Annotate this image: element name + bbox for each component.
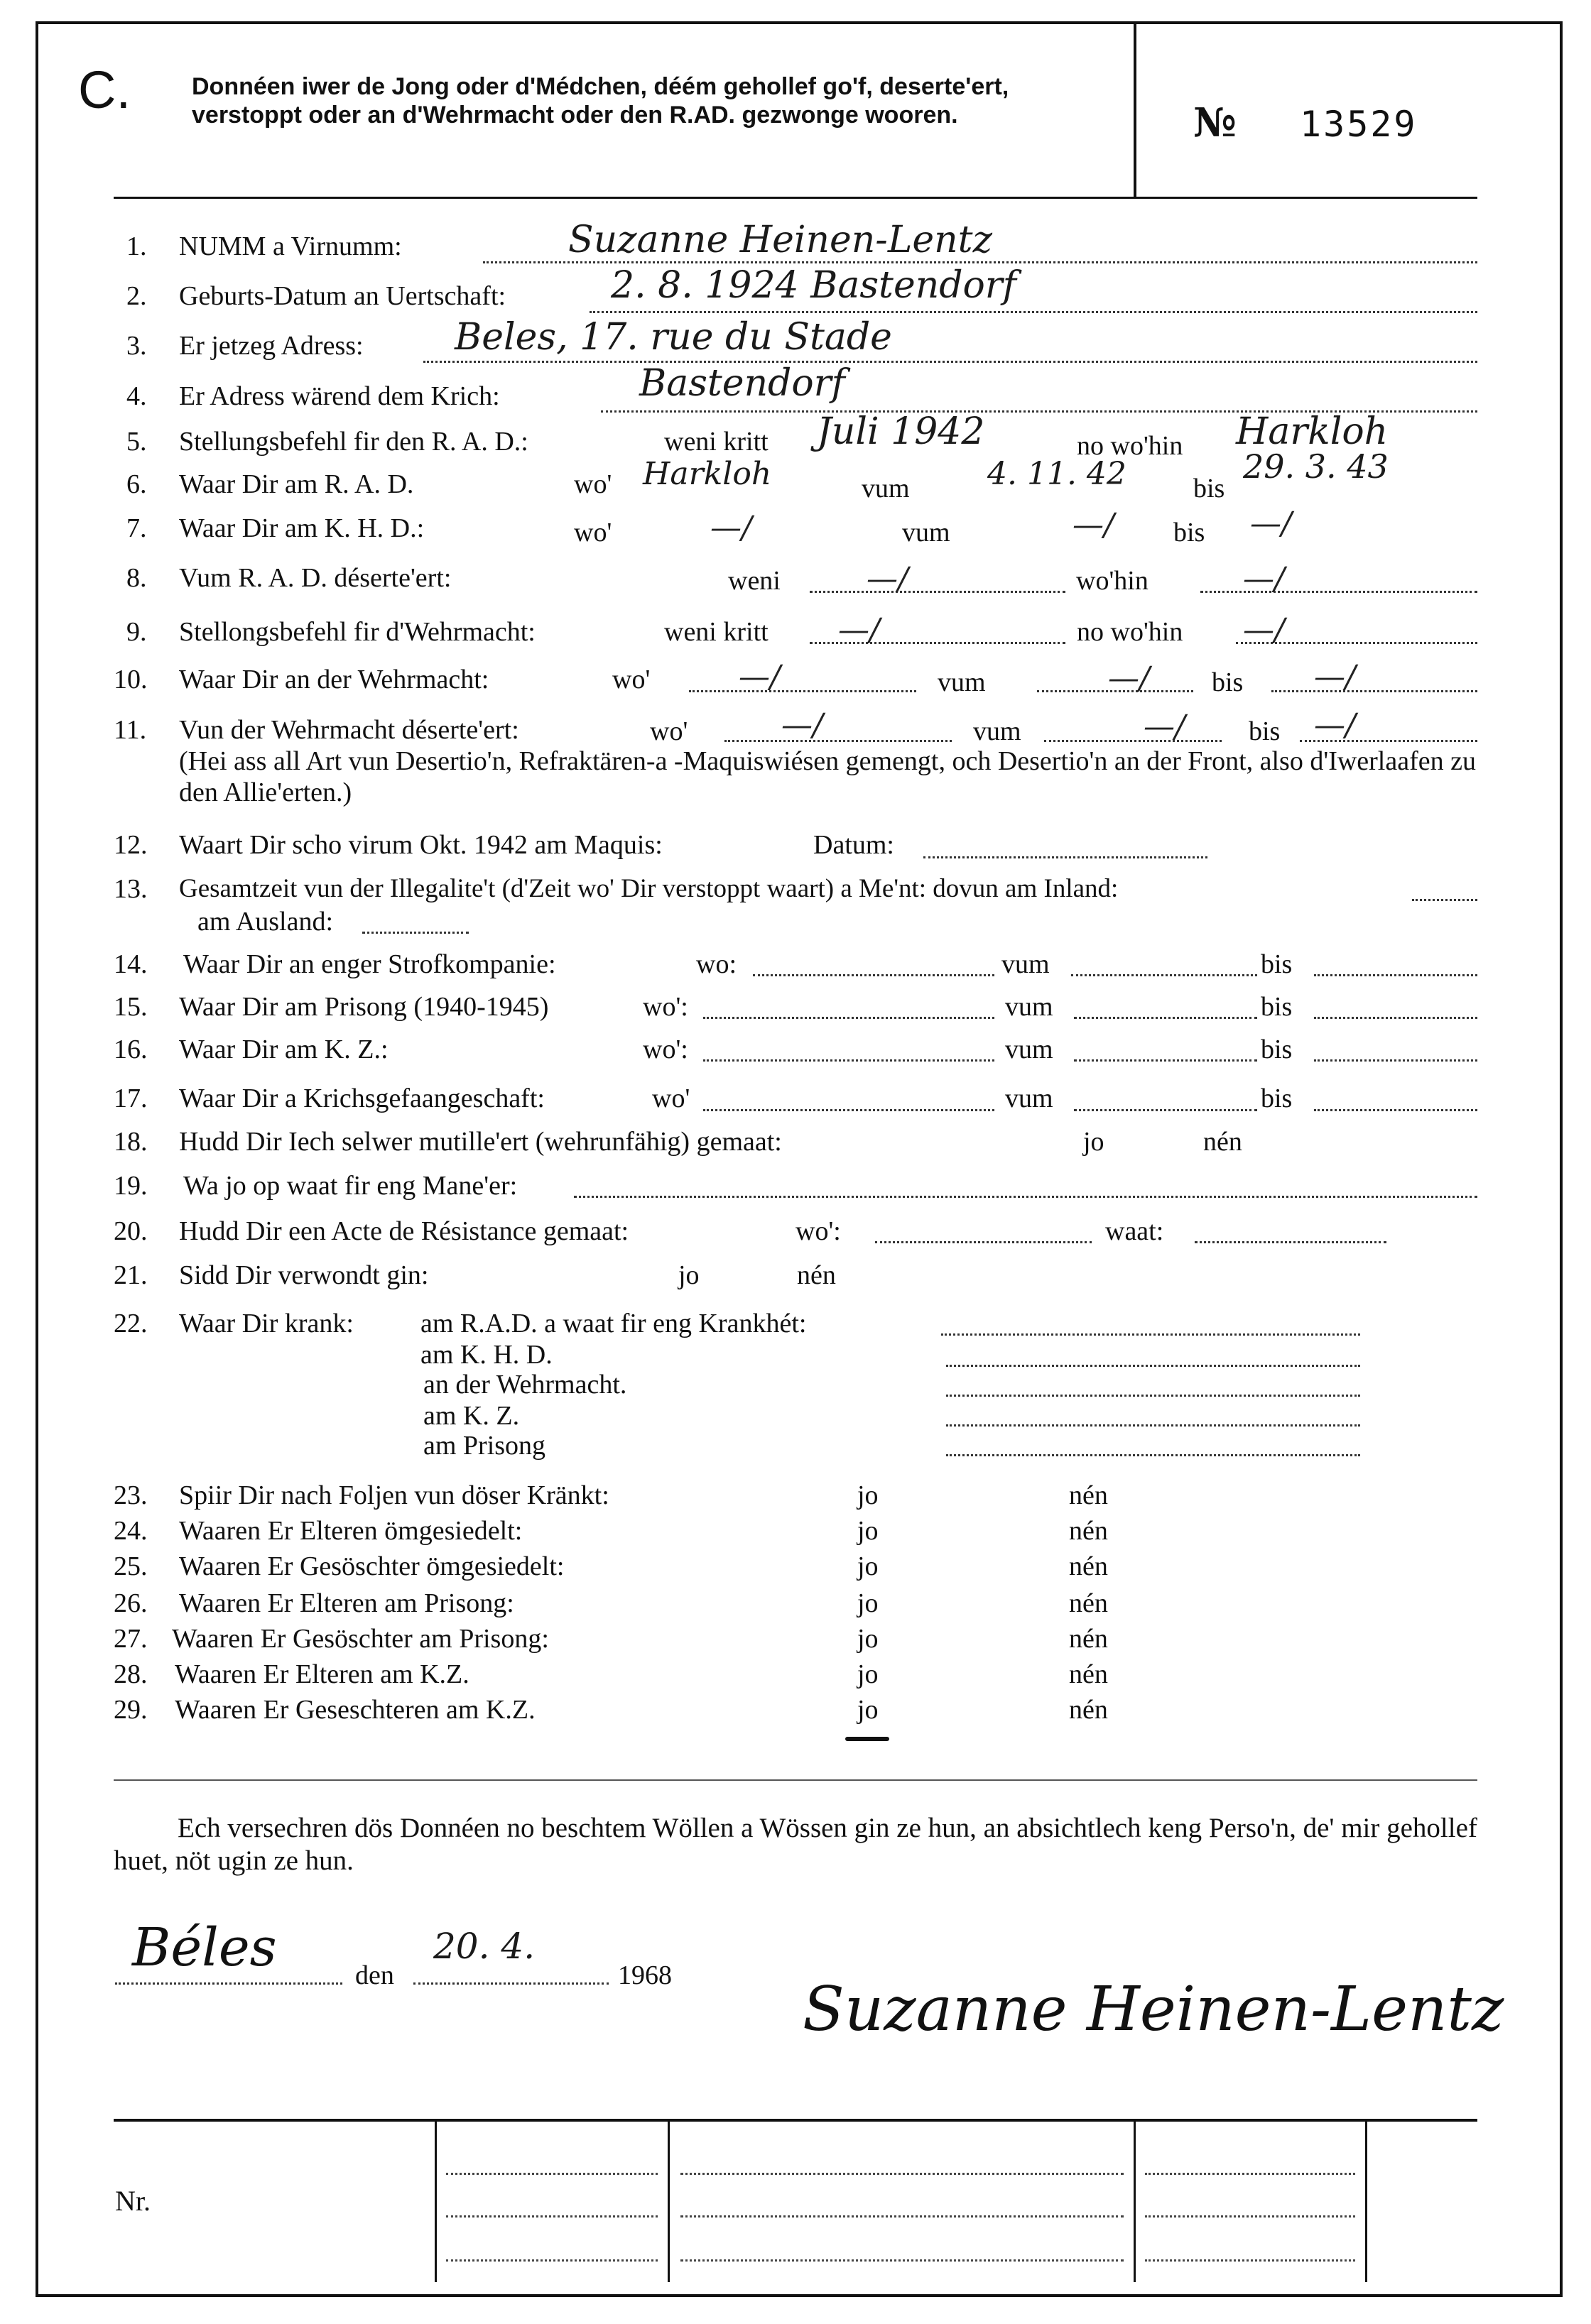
q2-label: Geburts-Datum an Uertschaft:: [179, 281, 506, 311]
q14-from-label: vum: [1001, 949, 1050, 979]
q22-kz-label: am K. Z.: [423, 1401, 520, 1431]
q28-label: Waaren Er Elteren am K.Z.: [175, 1659, 469, 1689]
q12-date-label: Datum:: [813, 830, 894, 860]
q18-yes[interactable]: jo: [1083, 1127, 1104, 1157]
q24-label: Waaren Er Elteren ömgesiedelt:: [179, 1516, 523, 1546]
footer-cell-line[interactable]: [680, 2173, 1124, 2175]
q27-number: 27.: [114, 1624, 148, 1654]
q26-yes[interactable]: jo: [857, 1588, 879, 1618]
q22-rad-label: am R.A.D. a waat fir eng Krankhét:: [420, 1309, 807, 1338]
q20-where-line: [875, 1241, 1092, 1243]
q17-where-line: [703, 1109, 994, 1111]
q8-number: 8.: [126, 563, 147, 593]
q14-number: 14.: [114, 949, 148, 979]
q16-where-label: wo':: [643, 1035, 688, 1064]
q6-where-label: wo': [574, 469, 612, 499]
q16-to-label: bis: [1261, 1035, 1293, 1064]
section-letter: C.: [78, 60, 131, 119]
q27-label: Waaren Er Gesöschter am Prisong:: [172, 1624, 549, 1654]
header-rule: [114, 197, 1477, 199]
q21-no[interactable]: nén: [797, 1260, 836, 1290]
q10-from-label: vum: [938, 667, 986, 697]
q11-from-label: vum: [973, 716, 1021, 746]
q3-line: [423, 361, 1477, 363]
q29-no[interactable]: nén: [1069, 1695, 1108, 1725]
q7-where-label: wo': [574, 518, 612, 547]
q3-answer[interactable]: Beles, 17. rue du Stade: [455, 316, 892, 359]
q6-to-label: bis: [1193, 474, 1225, 503]
q5-number: 5.: [126, 427, 147, 457]
footer-cell-line[interactable]: [680, 2215, 1124, 2217]
q1-label: NUMM a Virnumm:: [179, 231, 402, 261]
q11-note: (Hei ass all Art vun Desertio'n, Refraktären-a -Maquiswiésen gemengt, och Desertio'n an der Front, also d'Iwerlaafen zu den Allie'erten.): [179, 746, 1476, 807]
q16-label: Waar Dir am K. Z.:: [179, 1035, 389, 1064]
q25-yes[interactable]: jo: [857, 1551, 879, 1581]
q25-no[interactable]: nén: [1069, 1551, 1108, 1581]
q7-from-label: vum: [902, 518, 950, 547]
q23-number: 23.: [114, 1480, 148, 1510]
header-divider: [1134, 21, 1136, 199]
q5-label: Stellungsbefehl fir den R. A. D.:: [179, 427, 528, 457]
q11-to-dash: —/: [1314, 707, 1356, 743]
q14-label: Waar Dir an enger Strofkompanie:: [183, 949, 556, 979]
q10-where-line: [689, 690, 916, 692]
q21-number: 21.: [114, 1260, 148, 1290]
q7-from-dash: —/: [1073, 507, 1114, 543]
q23-no[interactable]: nén: [1069, 1480, 1108, 1510]
q15-to-label: bis: [1261, 992, 1293, 1022]
place-handwritten[interactable]: Béles: [132, 1917, 277, 1978]
q14-where-label: wo:: [696, 949, 737, 979]
q15-from-line: [1074, 1017, 1257, 1019]
q17-from-line: [1074, 1109, 1257, 1111]
q15-number: 15.: [114, 992, 148, 1022]
q16-from-line: [1074, 1059, 1257, 1062]
q8-where-dash: —/: [1243, 561, 1285, 597]
q20-where-label: wo':: [796, 1216, 841, 1246]
q22-kz-line: [946, 1424, 1360, 1426]
q9-where-dash: —/: [1243, 612, 1285, 648]
q17-number: 17.: [114, 1084, 148, 1113]
q1-line: [483, 261, 1477, 263]
q21-yes[interactable]: jo: [678, 1260, 700, 1290]
q11-to-label: bis: [1249, 716, 1281, 746]
q26-number: 26.: [114, 1588, 148, 1618]
q17-to-label: bis: [1261, 1084, 1293, 1113]
q14-from-line: [1071, 974, 1257, 976]
signature[interactable]: Suzanne Heinen-Lentz: [803, 1974, 1504, 2045]
q17-to-line: [1314, 1109, 1477, 1111]
q17-label: Waar Dir a Krichsgefaangeschaft:: [179, 1084, 545, 1113]
q18-label: Hudd Dir Iech selwer mutille'ert (wehrunfähig) gemaat:: [179, 1127, 782, 1157]
q20-number: 20.: [114, 1216, 148, 1246]
q16-from-label: vum: [1005, 1035, 1053, 1064]
footer-cell-line[interactable]: [680, 2259, 1124, 2262]
q8-label: Vum R. A. D. déserte'ert:: [179, 563, 452, 593]
q23-yes[interactable]: jo: [857, 1480, 879, 1510]
q10-to-line: [1271, 690, 1477, 692]
declaration-rule: [114, 1779, 1477, 1781]
q29-yes-underline: [845, 1737, 889, 1741]
q7-to-label: bis: [1173, 518, 1205, 547]
q16-to-line: [1314, 1059, 1477, 1062]
q6-number: 6.: [126, 469, 147, 499]
q25-number: 25.: [114, 1551, 148, 1581]
q11-label: Vun der Wehrmacht déserte'ert:: [179, 715, 519, 745]
q19-line: [574, 1196, 1477, 1198]
q9-where-label: no wo'hin: [1077, 617, 1183, 647]
q12-date-line: [923, 856, 1207, 858]
date-handwritten[interactable]: 20. 4.: [433, 1926, 536, 1967]
q7-number: 7.: [126, 513, 147, 543]
form-number: 13529: [1300, 104, 1418, 145]
footer-cell-line[interactable]: [446, 2259, 658, 2262]
q11-where-label: wo': [650, 716, 688, 746]
footer-cell-line[interactable]: [446, 2173, 658, 2175]
q2-line: [590, 311, 1477, 313]
q13-inland-line: [1412, 899, 1477, 901]
q8-where-line: [1200, 591, 1477, 593]
q21-label: Sidd Dir verwondt gin:: [179, 1260, 429, 1290]
q13-label: Gesamtzeit vun der Illegalite't (d'Zeit wo' Dir verstoppt waart) a Me'nt: dovun am Inland:: [179, 874, 1119, 903]
q27-no[interactable]: nén: [1069, 1624, 1108, 1654]
q12-label: Waart Dir scho virum Okt. 1942 am Maquis:: [179, 830, 663, 860]
q10-to-label: bis: [1212, 667, 1244, 697]
q6-to-answer[interactable]: 29. 3. 43: [1243, 447, 1389, 486]
q11-number: 11.: [114, 715, 147, 745]
q11-where-dash: —/: [781, 707, 823, 743]
q4-answer[interactable]: Bastendorf: [639, 362, 845, 405]
q5-where-answer[interactable]: Harkloh: [1236, 410, 1389, 453]
q29-number: 29.: [114, 1695, 148, 1725]
q22-wehrmacht-line: [946, 1395, 1360, 1397]
q16-number: 16.: [114, 1035, 148, 1064]
q8-when-line: [810, 591, 1065, 593]
q13-abroad-line: [362, 932, 469, 934]
q6-label: Waar Dir am R. A. D.: [179, 469, 414, 499]
q2-number: 2.: [126, 281, 147, 311]
q15-where-label: wo':: [643, 992, 688, 1022]
q10-to-dash: —/: [1314, 659, 1356, 695]
q22-rad-line: [941, 1333, 1360, 1336]
q22-prison-line: [946, 1454, 1360, 1456]
q26-label: Waaren Er Elteren am Prisong:: [179, 1588, 514, 1618]
q22-number: 22.: [114, 1309, 148, 1338]
q9-number: 9.: [126, 617, 147, 647]
q22-khd-label: am K. H. D.: [420, 1340, 553, 1370]
q15-label: Waar Dir am Prisong (1940-1945): [179, 992, 549, 1022]
q10-from-dash: —/: [1108, 660, 1150, 697]
q11-from-dash: —/: [1144, 709, 1185, 745]
q22-label: Waar Dir krank:: [179, 1309, 354, 1338]
q8-when-label: weni: [728, 566, 781, 596]
q12-number: 12.: [114, 830, 148, 860]
den-label: den: [355, 1960, 394, 1990]
q10-where-dash: —/: [739, 659, 781, 695]
year-label: 1968: [618, 1960, 672, 1990]
q8-where-label: wo'hin: [1076, 566, 1149, 596]
declaration-text: Ech versechren dös Donnéen no beschtem Wöllen a Wössen gin ze hun, an absichtlech keng Perso'n, de' mir gehollef huet, nöt ugin ze hun.: [114, 1813, 1477, 1876]
footer-col-2: [668, 2119, 670, 2282]
q20-what-line: [1195, 1241, 1386, 1243]
nr-label: Nr.: [115, 2185, 151, 2217]
q28-number: 28.: [114, 1659, 148, 1689]
q5-when-answer[interactable]: Juli 1942: [817, 410, 985, 453]
footer-cell-line[interactable]: [446, 2215, 658, 2217]
q6-where-answer[interactable]: Harkloh: [643, 456, 772, 492]
q2-answer[interactable]: 2. 8. 1924 Bastendorf: [611, 264, 1016, 307]
q8-when-dash: —/: [867, 561, 908, 597]
q24-yes[interactable]: jo: [857, 1516, 879, 1546]
date-line: [413, 1982, 609, 1985]
q22-prison-label: am Prisong: [423, 1431, 546, 1461]
footer-top-rule: [114, 2119, 1477, 2122]
q17-from-label: vum: [1005, 1084, 1053, 1113]
q26-no[interactable]: nén: [1069, 1588, 1108, 1618]
place-line: [115, 1982, 342, 1985]
footer-cell-line[interactable]: [1145, 2259, 1355, 2262]
q4-label: Er Adress wärend dem Krich:: [179, 381, 500, 411]
q24-number: 24.: [114, 1516, 148, 1546]
footer-cell-line[interactable]: [1145, 2173, 1355, 2175]
q7-where-dash: —/: [710, 510, 752, 546]
number-sign: №: [1193, 99, 1237, 146]
q9-when-label: weni kritt: [664, 617, 769, 647]
q19-number: 19.: [114, 1171, 148, 1201]
footer-col-1: [435, 2119, 437, 2282]
q25-label: Waaren Er Gesöschter ömgesiedelt:: [179, 1551, 565, 1581]
q18-no[interactable]: nén: [1203, 1127, 1242, 1157]
q10-label: Waar Dir an der Wehrmacht:: [179, 665, 489, 694]
q20-what-label: waat:: [1105, 1216, 1164, 1246]
q4-number: 4.: [126, 381, 147, 411]
footer-cell-line[interactable]: [1145, 2215, 1355, 2217]
q15-where-line: [703, 1017, 994, 1019]
q14-where-line: [753, 974, 994, 976]
q24-no[interactable]: nén: [1069, 1516, 1108, 1546]
q13-abroad-label: am Ausland:: [197, 907, 334, 937]
q27-yes[interactable]: jo: [857, 1624, 879, 1654]
q13-number: 13.: [114, 874, 148, 904]
q3-number: 3.: [126, 331, 147, 361]
q22-khd-line: [946, 1365, 1360, 1367]
q28-yes[interactable]: jo: [857, 1659, 879, 1689]
footer-col-3: [1134, 2119, 1136, 2282]
q10-where-label: wo': [612, 665, 651, 694]
q11-from-line: [1044, 740, 1222, 742]
q1-answer[interactable]: Suzanne Heinen-Lentz: [568, 219, 992, 261]
q6-from-answer[interactable]: 4. 11. 42: [987, 456, 1126, 492]
q15-from-label: vum: [1005, 992, 1053, 1022]
q17-where-label: wo': [652, 1084, 690, 1113]
q28-no[interactable]: nén: [1069, 1659, 1108, 1689]
q9-when-dash: —/: [838, 612, 880, 648]
q29-yes[interactable]: jo: [857, 1695, 879, 1725]
footer-col-4: [1365, 2119, 1367, 2282]
q5-when-label: weni kritt: [664, 427, 769, 457]
q10-number: 10.: [114, 665, 148, 694]
q7-to-dash: —/: [1250, 506, 1292, 542]
q16-where-line: [703, 1059, 994, 1062]
q29-label: Waaren Er Geseschteren am K.Z.: [175, 1695, 536, 1725]
q5-where-label: no wo'hin: [1077, 431, 1183, 461]
q14-to-line: [1314, 974, 1477, 976]
q18-number: 18.: [114, 1127, 148, 1157]
q14-to-label: bis: [1261, 949, 1293, 979]
q15-to-line: [1314, 1017, 1477, 1019]
form-title: Donnéen iwer de Jong oder d'Médchen, déém gehollef go'f, deserte'ert, verstoppt oder an d'Wehrmacht oder den R.AD. gezwonge wooren.: [192, 73, 1009, 129]
q22-wehrmacht-label: an der Wehrmacht.: [423, 1370, 627, 1400]
q23-label: Spiir Dir nach Foljen vun döser Kränkt:: [179, 1480, 609, 1510]
q6-from-label: vum: [862, 474, 910, 503]
q1-number: 1.: [126, 231, 147, 261]
q19-label: Wa jo op waat fir eng Mane'er:: [183, 1171, 518, 1201]
q7-label: Waar Dir am K. H. D.:: [179, 513, 425, 543]
q11-where-line: [724, 740, 952, 742]
q9-label: Stellongsbefehl fir d'Wehrmacht:: [179, 617, 536, 647]
q20-label: Hudd Dir een Acte de Résistance gemaat:: [179, 1216, 629, 1246]
q3-label: Er jetzeg Adress:: [179, 331, 364, 361]
